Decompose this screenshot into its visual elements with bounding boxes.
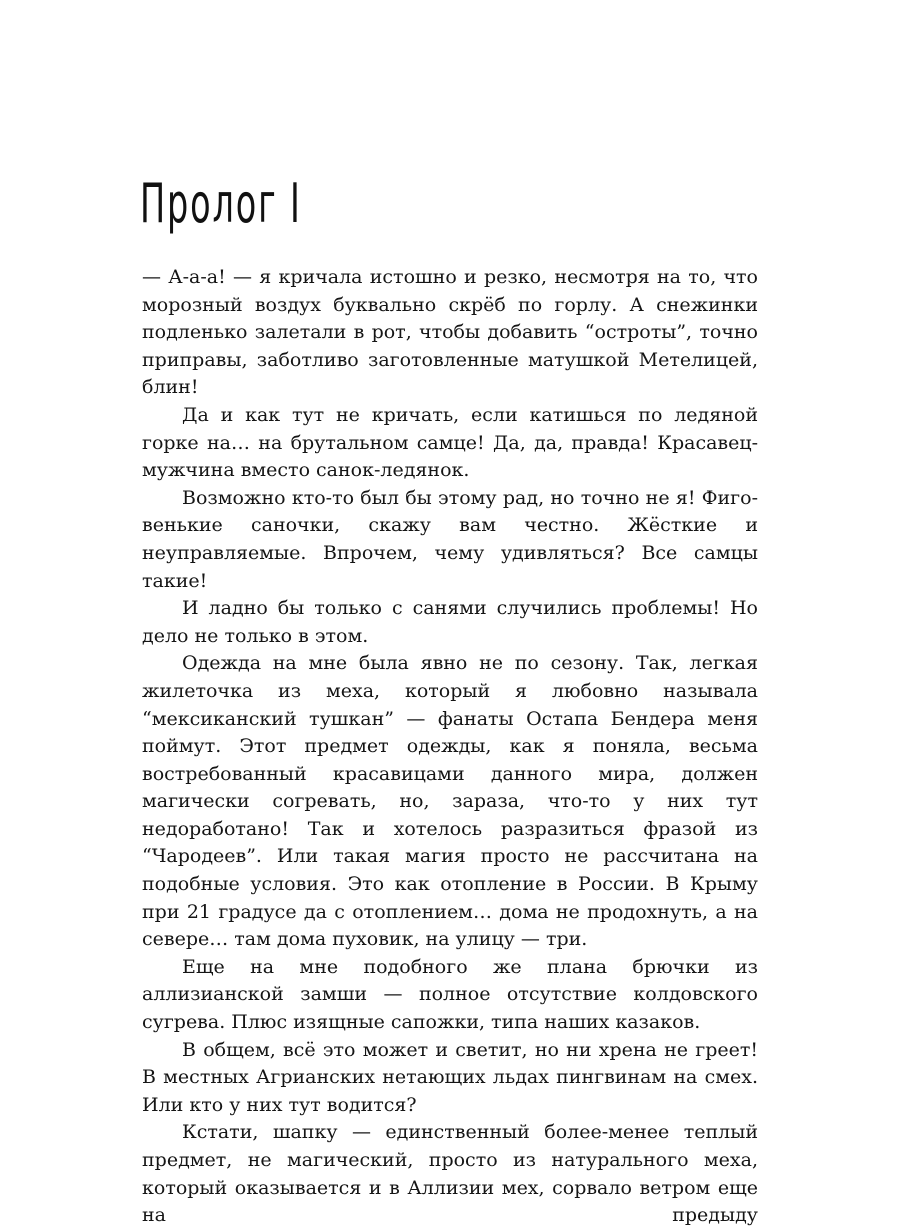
paragraph: Кстати, шапку — единственный более-менее теплый предмет, не магический, просто из натурального меха, который оказывается и в Аллизии мех, сорвало ветром еще на предыду: [142, 1121, 758, 1227]
chapter-title: Пролог I: [140, 172, 302, 235]
paragraph: — А-а-а! — я кричала истошно и резко, несмотря на то, что морозный воздух буквально скрёб по горлу. А снежинки подленько залетали в рот, чтобы добавить “остроты”, точно приправы, заботливо заготовленные матушкой Метелицей, блин!: [142, 266, 758, 399]
paragraph: Возможно кто-то был бы этому рад, но точно не я! Фиговенькие саночки, скажу вам честно. Жёсткие и неуправляемые. Впрочем, чему удивляться? Все самцы такие!: [142, 486, 758, 592]
paragraph: Еще на мне подобного же плана брючки из аллизианской замши — полное отсутствие колдовского сугрева. Плюс изящные сапожки, типа наших казаков.: [142, 955, 758, 1034]
chapter-body: [142, 264, 758, 1230]
paragraph: В общем, всё это может и светит, но ни хрена не греет! В местных Агрианских нетающих льдах пингвинам на смех. Или кто у них тут водится?: [142, 1038, 758, 1116]
paragraph: И ладно бы только с санями случились проблемы! Но дело не только в этом.: [142, 597, 758, 647]
paragraph: Одежда на мне была явно не по сезону. Так, легкая жилеточка из меха, который я любовно называла “мексиканский тушкан” — фанаты Остапа Бендера меня поймут. Этот предмет одежды, как я поняла, весьма востребованный красавицами данного мира, должен магически согревать, но, зараза, что-то у них тут недоработано! Так и хотелось разразиться фразой из “Чародеев”. Или такая магия просто не рассчитана на подобные условия. Это как отопление в России. В Крыму при 21 градусе да с отоплением… дома не продохнуть, а на севере… там дома пуховик, на улицу — три.: [142, 652, 758, 951]
paragraph: Да и как тут не кричать, если катишься по ледяной горке на… на брутальном самце! Да, да, правда! Красавец-мужчина вместо санок-ледянок.: [142, 403, 758, 482]
